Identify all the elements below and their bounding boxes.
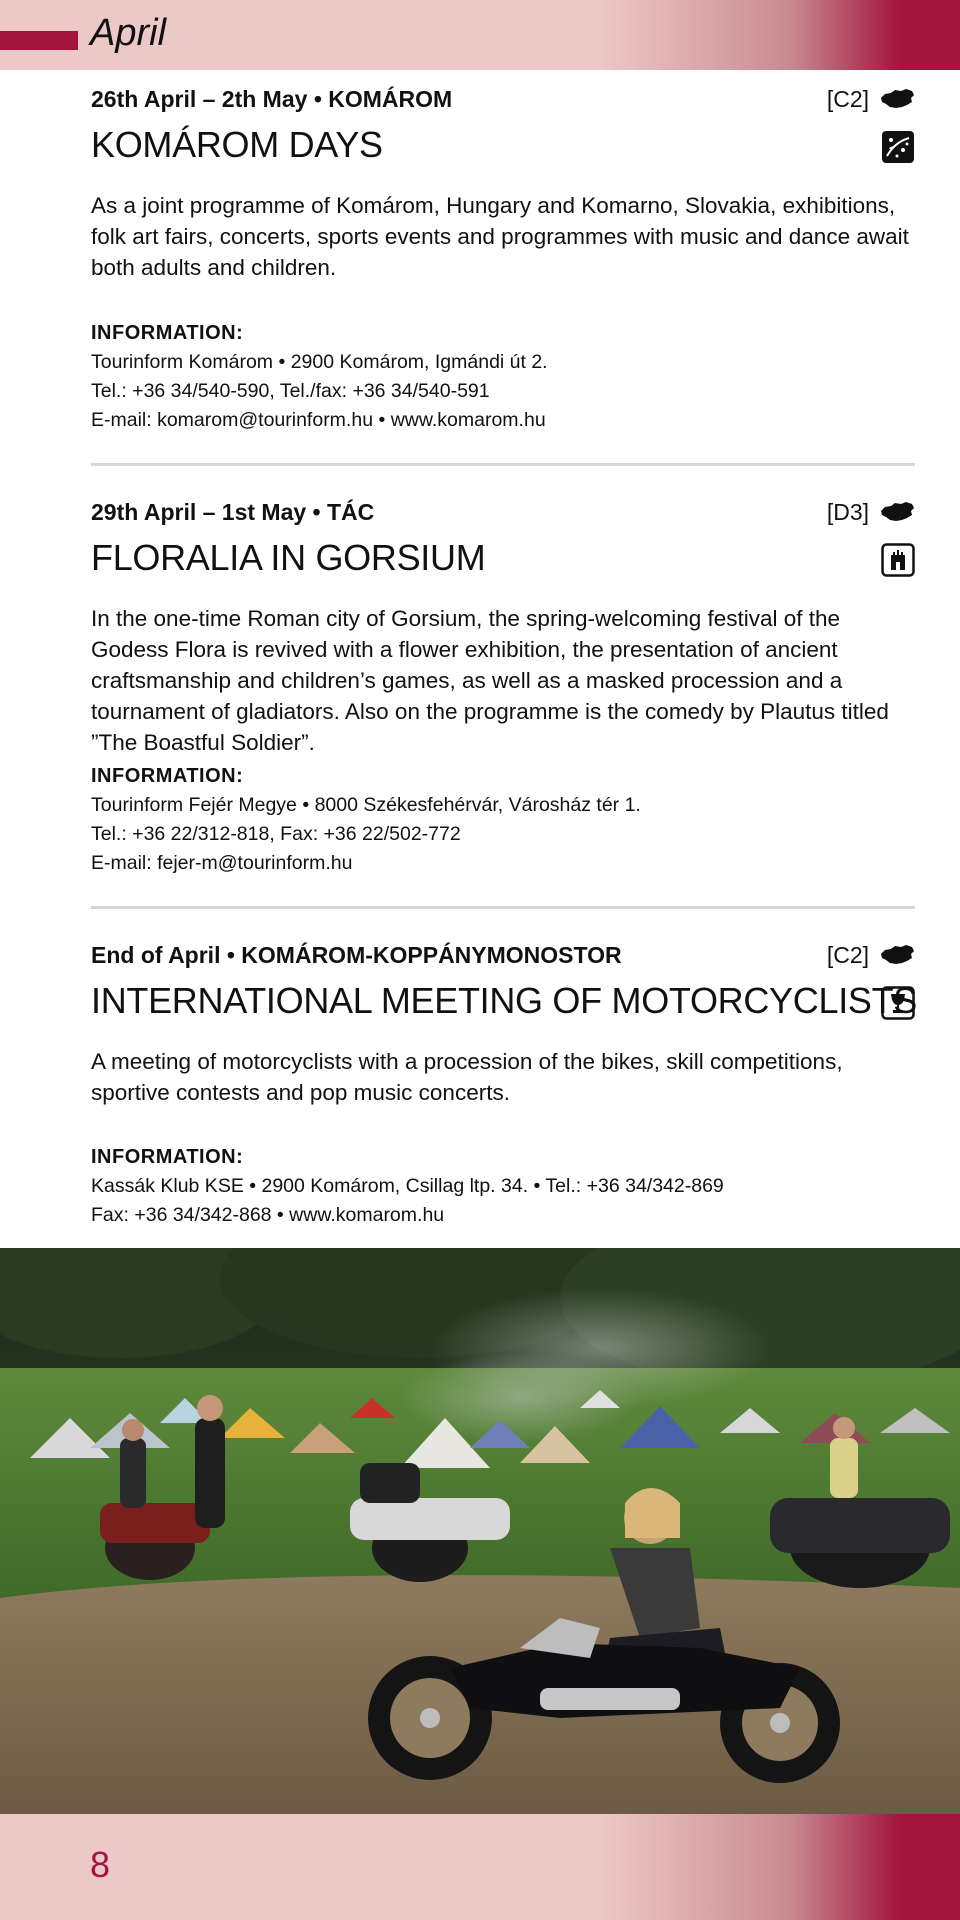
hungary-map-icon <box>879 501 915 523</box>
information-line: E-mail: fejer-m@tourinform.hu <box>91 852 353 874</box>
event-date-location: 29th April – 1st May • TÁC <box>91 499 375 525</box>
event-motorcyclists <box>91 942 918 1232</box>
event-date-location: 26th April – 2th May • KOMÁROM <box>91 86 453 112</box>
event-title: KOMÁROM DAYS <box>91 124 383 165</box>
map-reference: [C2] <box>826 942 869 968</box>
information-label: INFORMATION: <box>91 322 244 344</box>
information-label: INFORMATION: <box>91 1146 244 1168</box>
event-description: In the one-time Roman city of Gorsium, the spring-welcoming festival of the Godess Flora is revived with a flower exhibition, the presentation of ancient craftsmanship and children’s games, as well as a masked procession and a tournament of gladiators. Also on the programme is the comedy by Plautus titled ”The Boastful Soldier”. <box>91 606 889 755</box>
information-line: Tel.: +36 34/540-590, Tel./fax: +36 34/540-591 <box>91 380 490 402</box>
festival-icon <box>881 130 915 164</box>
header-band <box>0 0 960 70</box>
information-line: Kassák Klub KSE • 2900 Komárom, Csillag ltp. 34. • Tel.: +36 34/342-869 <box>91 1175 724 1197</box>
section-divider <box>91 463 915 466</box>
event-floralia <box>91 499 915 879</box>
page-number: 8 <box>90 1844 111 1885</box>
hungary-map-icon <box>879 944 915 966</box>
event-description: A meeting of motorcyclists with a procession of the bikes, skill competitions, sportive contests and pop music concerts. <box>91 1049 843 1105</box>
header-accent-tab <box>0 31 78 50</box>
footer-band <box>0 1814 960 1920</box>
event-title: FLORALIA IN GORSIUM <box>91 537 486 578</box>
information-line: Tourinform Fejér Megye • 8000 Székesfehérvár, Városház tér 1. <box>91 794 641 816</box>
information-line: E-mail: komarom@tourinform.hu • www.komarom.hu <box>91 409 546 431</box>
map-reference: [D3] <box>826 499 869 525</box>
month-heading: April <box>90 12 167 54</box>
event-description: As a joint programme of Komárom, Hungary and Komarno, Slovakia, exhibitions, folk art fairs, concerts, sports events and programmes with music and dance await both adults and children. <box>91 193 909 280</box>
event-komarom-days <box>91 86 915 436</box>
hungary-map-icon <box>879 88 915 110</box>
section-divider <box>91 906 915 909</box>
information-label: INFORMATION: <box>91 765 244 787</box>
motorcyclists-photo <box>0 1248 960 1814</box>
information-line: Tel.: +36 22/312-818, Fax: +36 22/502-772 <box>91 823 461 845</box>
castle-icon <box>881 543 915 577</box>
event-title: INTERNATIONAL MEETING OF MOTORCYCLISTS <box>91 980 918 1021</box>
event-date-location: End of April • KOMÁROM-KOPPÁNYMONOSTOR <box>91 942 622 968</box>
information-line: Tourinform Komárom • 2900 Komárom, Igmándi út 2. <box>91 351 548 373</box>
information-line: Fax: +36 34/342-868 • www.komarom.hu <box>91 1204 445 1226</box>
map-reference: [C2] <box>826 86 869 112</box>
